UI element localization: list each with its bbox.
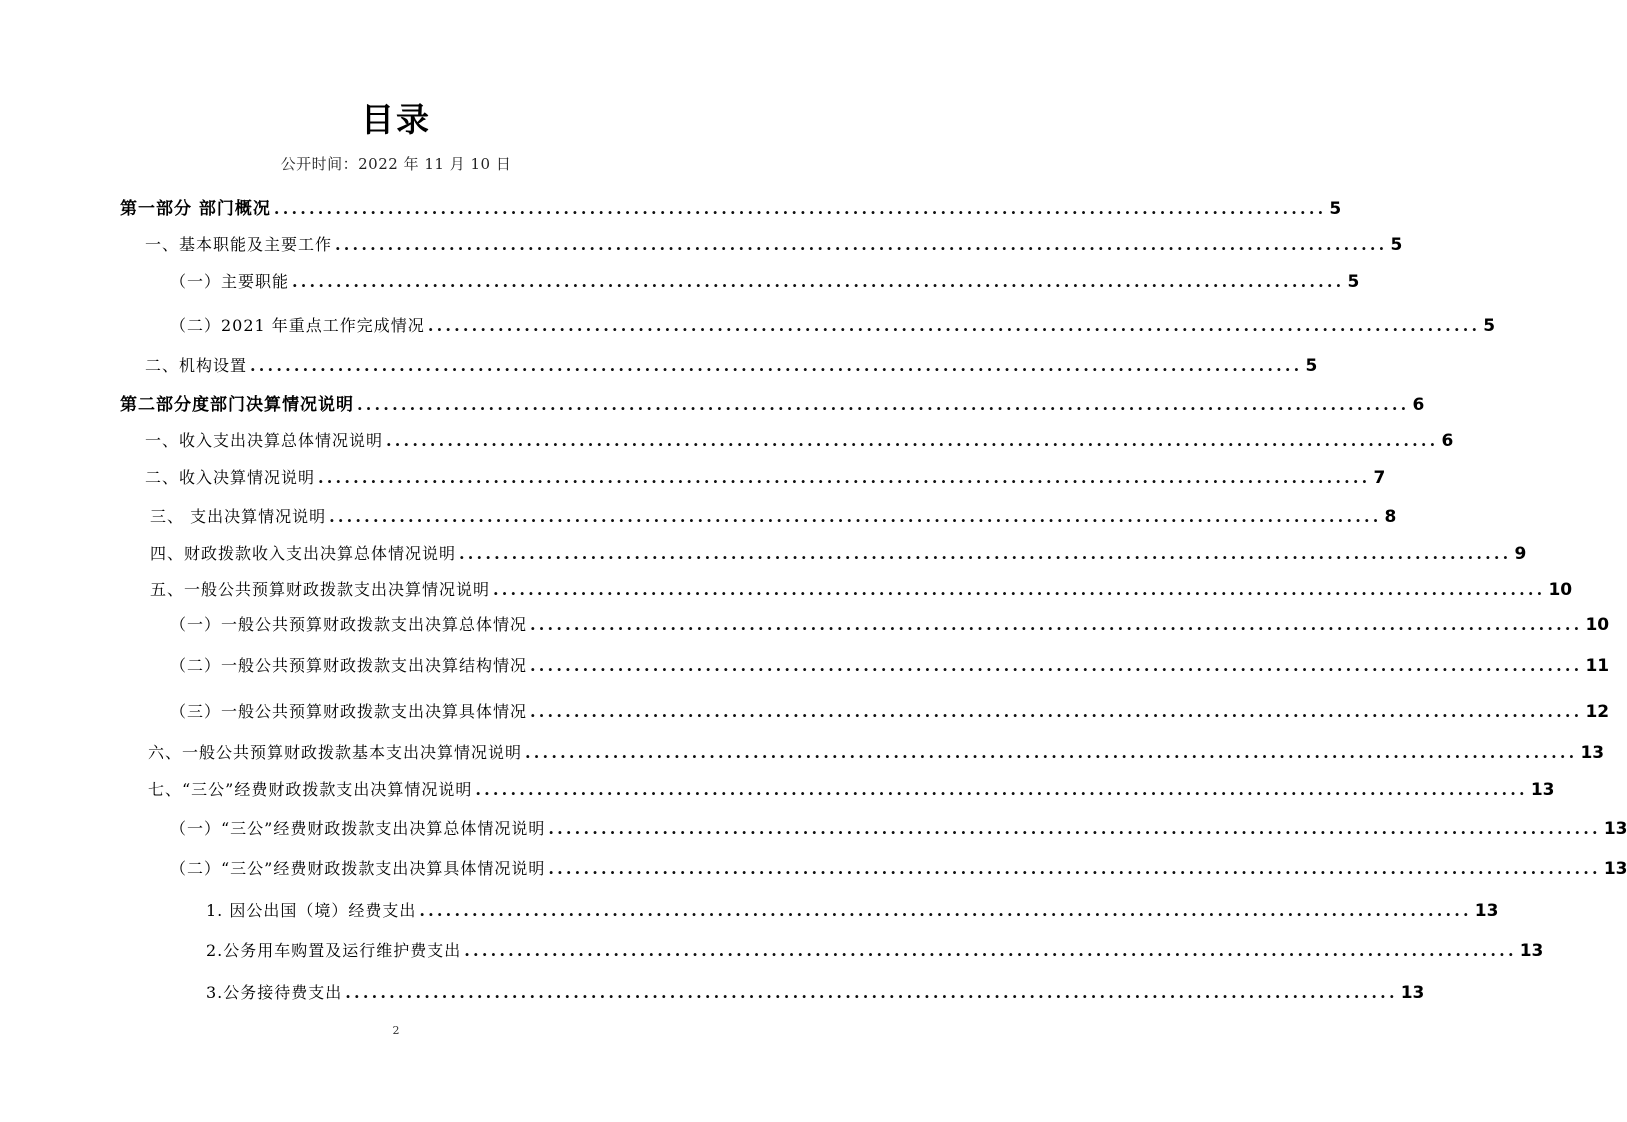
dot-leader: ........................................................................................................................ — [464, 941, 1517, 960]
toc-entry-label: （二）一般公共预算财政拨款支出决算结构情况 — [170, 656, 528, 675]
toc-entry-page: 5 — [1305, 356, 1318, 376]
toc-entry-page: 5 — [1483, 316, 1496, 336]
toc-entry-label: 一、基本职能及主要工作 — [145, 235, 333, 254]
toc-entry-label: 六、一般公共预算财政拨款基本支出决算情况说明 — [148, 743, 523, 762]
toc-entry-page: 11 — [1585, 656, 1610, 676]
toc-entry-page: 13 — [1474, 901, 1499, 921]
toc-entry-label: （二）2021 年重点工作完成情况 — [170, 316, 425, 335]
dot-leader: ........................................................................................................................ — [548, 859, 1601, 878]
dot-leader: ........................................................................................................................ — [386, 431, 1439, 450]
toc-entry[interactable] — [145, 465, 1386, 491]
toc-entry[interactable] — [170, 856, 1627, 882]
toc-entry-page: 13 — [1580, 743, 1605, 763]
toc-entry-label: 四、财政拨款收入支出决算总体情况说明 — [150, 544, 457, 563]
dot-leader: ........................................................................................................................ — [427, 316, 1481, 335]
toc-entry[interactable] — [206, 898, 1499, 924]
toc-entry[interactable] — [145, 232, 1403, 258]
dot-leader: ........................................................................................................................ — [475, 780, 1528, 799]
toc-entry-page: 10 — [1548, 580, 1573, 600]
dot-leader: ........................................................................................................................ — [459, 544, 1512, 563]
toc-entry-label: （一）“三公”经费财政拨款支出决算总体情况说明 — [170, 819, 546, 838]
publish-date: 公开时间：2022 年 11 月 10 日 — [280, 155, 512, 173]
toc-entry-label: 七、“三公”经费财政拨款支出决算情况说明 — [148, 780, 473, 799]
toc-entry[interactable] — [150, 577, 1573, 603]
toc-entry-label: 1. 因公出国（境）经费支出 — [206, 901, 417, 920]
toc-entry-page: 13 — [1519, 941, 1544, 961]
toc-entry-page: 13 — [1603, 859, 1627, 879]
page-title: 目录 — [361, 100, 431, 139]
toc-entry-page: 13 — [1400, 983, 1425, 1003]
toc-entry[interactable] — [206, 938, 1544, 964]
toc-entry[interactable] — [148, 777, 1555, 803]
toc-entry-page: 5 — [1390, 235, 1403, 255]
toc-entry-label: （一）一般公共预算财政拨款支出决算总体情况 — [170, 615, 528, 634]
toc-entry-page: 13 — [1603, 819, 1627, 839]
dot-leader: ........................................................................................................................ — [530, 702, 1583, 721]
toc-entry-label: 三、 支出决算情况说明 — [150, 507, 327, 526]
toc-entry-label: 五、一般公共预算财政拨款支出决算情况说明 — [150, 580, 491, 599]
toc-entry-page: 6 — [1412, 395, 1425, 415]
dot-leader: ........................................................................................................................ — [329, 507, 1382, 526]
toc-entry-page: 5 — [1347, 272, 1360, 292]
dot-leader: ........................................................................................................................ — [530, 656, 1583, 675]
toc-entry[interactable] — [170, 653, 1610, 679]
dot-leader: ........................................................................................................................ — [357, 395, 1410, 414]
toc-entry-page: 7 — [1373, 468, 1386, 488]
toc-entry[interactable] — [150, 541, 1527, 567]
toc-entry[interactable] — [145, 428, 1454, 454]
dot-leader: ........................................................................................................................ — [273, 199, 1327, 218]
page-number: 2 — [392, 1024, 400, 1037]
dot-leader: ........................................................................................................................ — [318, 468, 1371, 487]
toc-entry[interactable] — [120, 196, 1342, 222]
dot-leader: ........................................................................................................................ — [493, 580, 1546, 599]
toc-entry-label: （二）“三公”经费财政拨款支出决算具体情况说明 — [170, 859, 546, 878]
toc-entry-label: 3.公务接待费支出 — [206, 983, 343, 1002]
dot-leader: ........................................................................................................................ — [548, 819, 1601, 838]
dot-leader: ........................................................................................................................ — [345, 983, 1398, 1002]
toc-entry-page: 9 — [1514, 544, 1527, 564]
toc-entry[interactable] — [206, 980, 1425, 1006]
toc-entry-label: 2.公务用车购置及运行维护费支出 — [206, 941, 462, 960]
dot-leader: ........................................................................................................................ — [250, 356, 1303, 375]
toc-entry-page: 12 — [1585, 702, 1610, 722]
toc-entry-label: （一）主要职能 — [170, 272, 290, 291]
toc-entry-page: 6 — [1441, 431, 1454, 451]
toc-entry-label: 第一部分 部门概况 — [120, 199, 271, 219]
dot-leader: ........................................................................................................................ — [292, 272, 1345, 291]
toc-entry[interactable] — [145, 353, 1318, 379]
dot-leader: ........................................................................................................................ — [530, 615, 1583, 634]
toc-entry-label: 第二部分度部门决算情况说明 — [120, 395, 354, 415]
toc-entry[interactable] — [170, 313, 1496, 339]
dot-leader: ........................................................................................................................ — [419, 901, 1472, 920]
dot-leader: ........................................................................................................................ — [335, 235, 1388, 254]
toc-entry[interactable] — [120, 392, 1425, 418]
toc-entry[interactable] — [170, 612, 1610, 638]
toc-entry[interactable] — [150, 504, 1397, 530]
toc-entry-label: 一、收入支出决算总体情况说明 — [145, 431, 384, 450]
toc-entry[interactable] — [148, 740, 1605, 766]
toc-entry[interactable] — [170, 699, 1610, 725]
toc-entry[interactable] — [170, 816, 1627, 842]
toc-entry-page: 10 — [1585, 615, 1610, 635]
toc-entry-page: 13 — [1530, 780, 1555, 800]
toc-entry-page: 8 — [1384, 507, 1397, 527]
toc-entry[interactable] — [170, 269, 1360, 295]
toc-entry-label: （三）一般公共预算财政拨款支出决算具体情况 — [170, 702, 528, 721]
toc-entry-label: 二、机构设置 — [145, 356, 248, 375]
dot-leader: ........................................................................................................................ — [525, 743, 1578, 762]
toc-entry-label: 二、收入决算情况说明 — [145, 468, 316, 487]
toc-entry-page: 5 — [1329, 199, 1342, 219]
